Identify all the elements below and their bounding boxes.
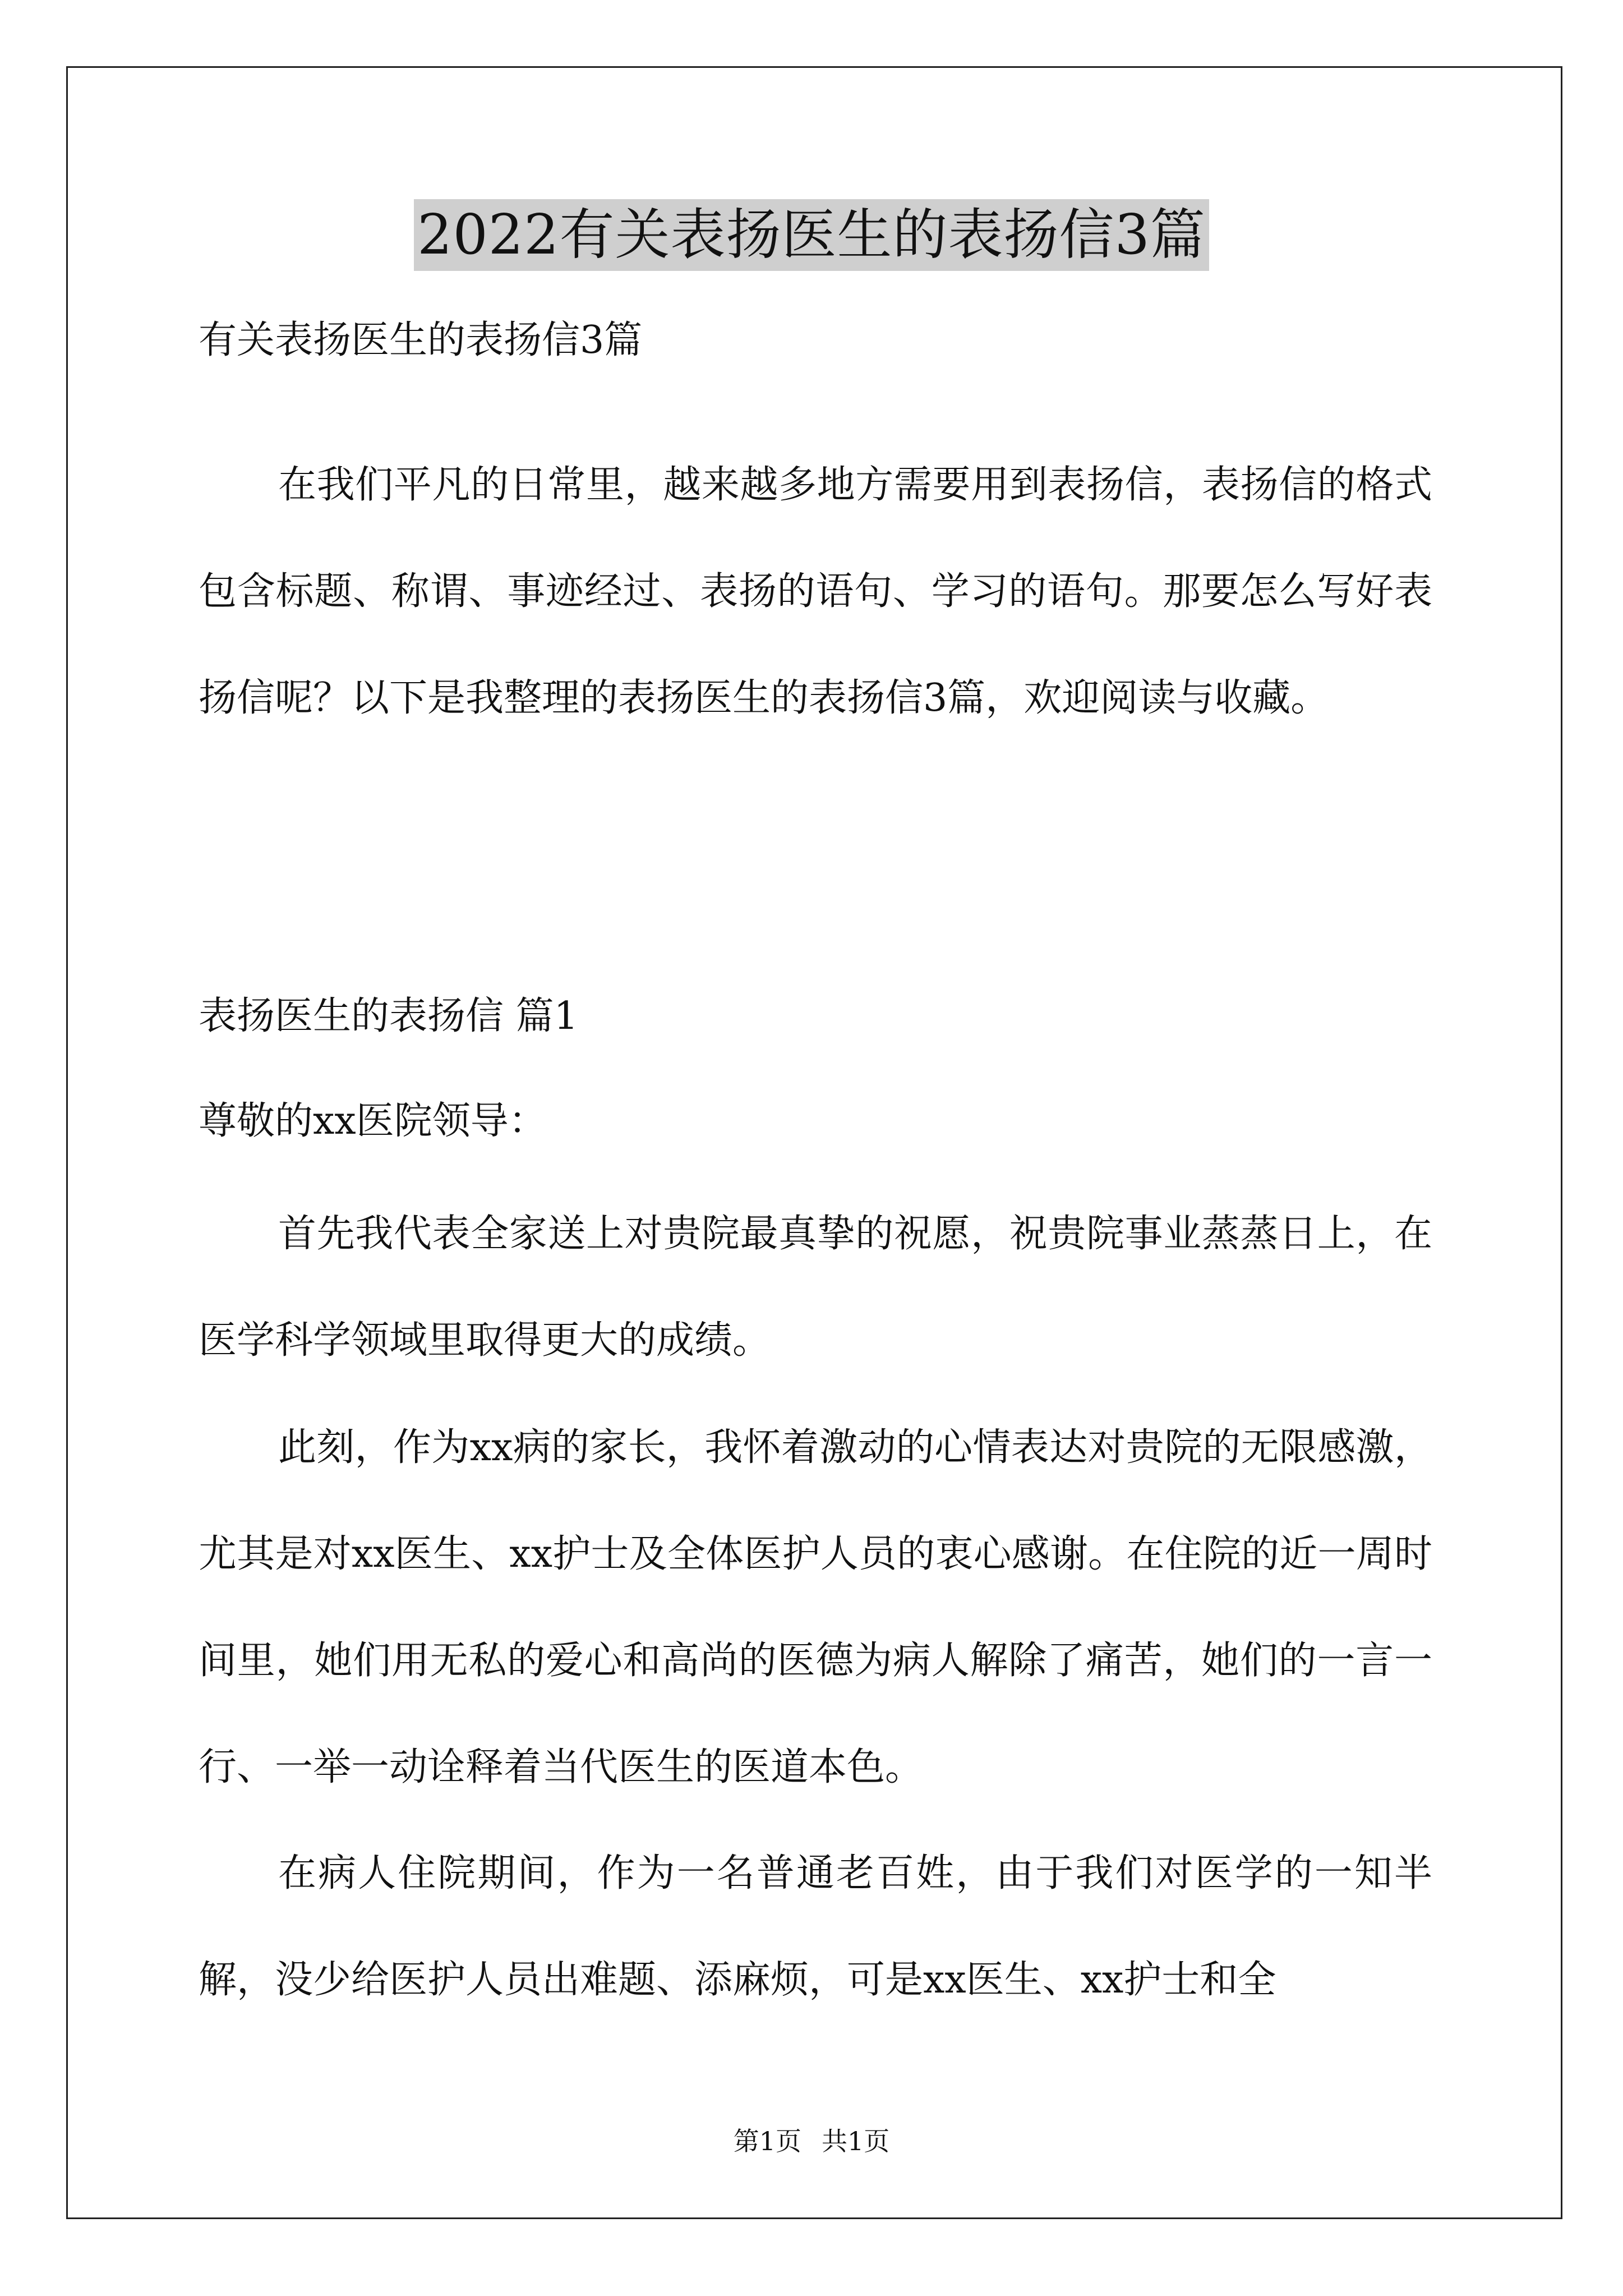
salutation: 尊敬的xx医院领导： — [199, 1099, 547, 1143]
document-title: 2022有关表扬医生的表扬信3篇 — [414, 199, 1209, 271]
body-paragraph: 在病人住院期间，作为一名普通老百姓，由于我们对医学的一知半解，没少给医护人员出难题、添麻烦，可是xx医生、xx护士和全 — [199, 1851, 1432, 2002]
title-container — [0, 199, 1623, 271]
document-subtitle: 有关表扬医生的表扬信3篇 — [199, 318, 643, 362]
page-footer — [0, 2124, 1623, 2158]
body-paragraph: 此刻，作为xx病的家长，我怀着激动的心情表达对贵院的无限感激，尤其是对xx医生、xx护士及全体医护人员的衷心感谢。在住院的近一周时间里，她们用无私的爱心和高尚的医德为病人解除了痛苦，她们的一言一行、一举一动诠释着当代医生的医道本色。 — [199, 1425, 1432, 1789]
section-heading: 表扬医生的表扬信 篇1 — [199, 994, 578, 1038]
page-number: 第1页 — [733, 2126, 801, 2156]
body-paragraph: 首先我代表全家送上对贵院最真挚的祝愿，祝贵院事业蒸蒸日上，在医学科学领域里取得更大的成绩。 — [199, 1212, 1432, 1363]
page-total: 共1页 — [822, 2126, 890, 2156]
intro-paragraph: 在我们平凡的日常里，越来越多地方需要用到表扬信，表扬信的格式包含标题、称谓、事迹经过、表扬的语句、学习的语句。那要怎么写好表扬信呢？以下是我整理的表扬医生的表扬信3篇，欢迎阅读与收藏。 — [199, 463, 1432, 720]
